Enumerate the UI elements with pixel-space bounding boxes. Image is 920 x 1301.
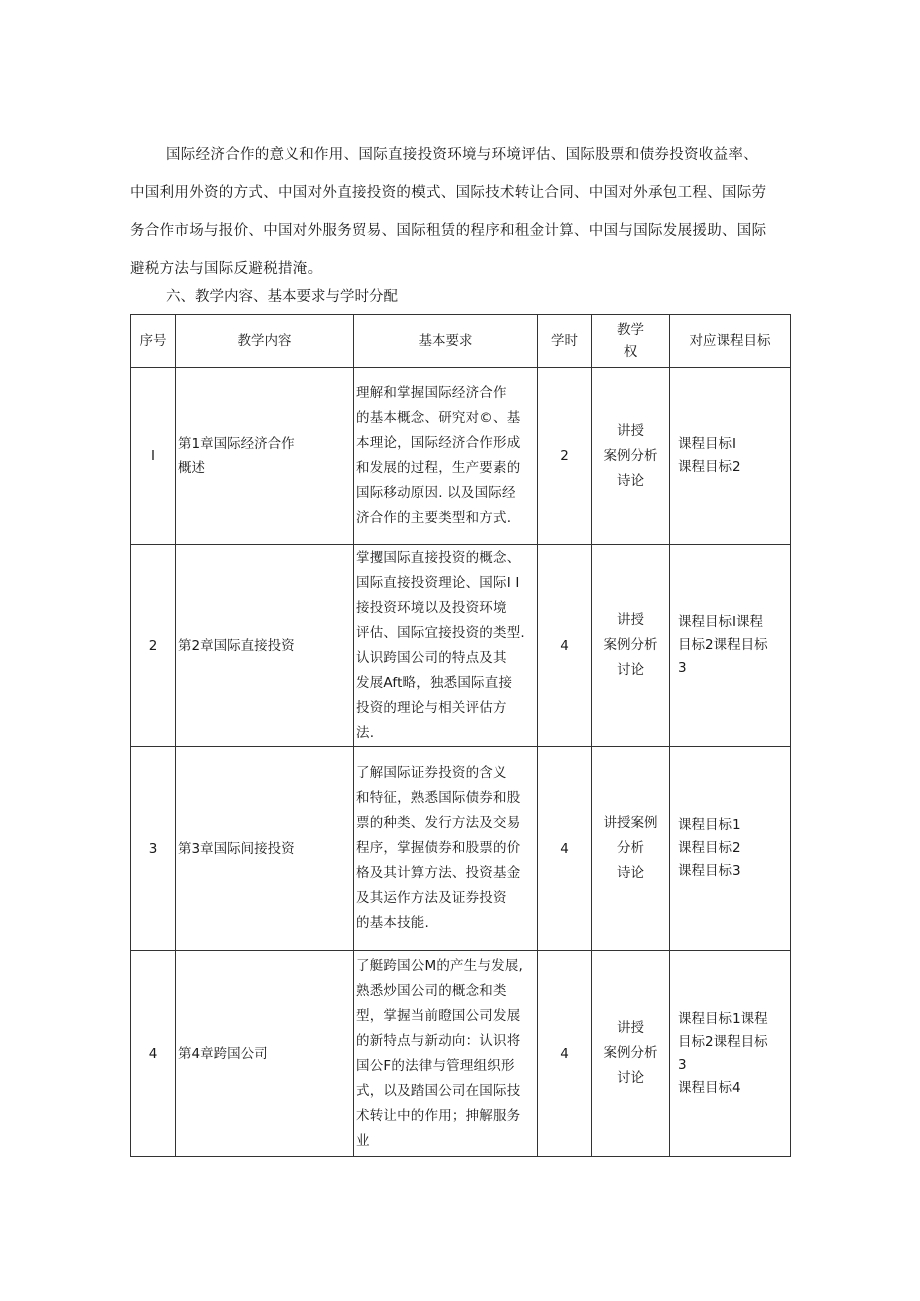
content-line: 第3章国际间接投资 bbox=[178, 840, 295, 857]
requirement-line: 评估、国际宜接投资的类型. bbox=[356, 624, 525, 641]
requirement-line: 本理论，国际经济合作形成 bbox=[356, 435, 521, 451]
goal-line: 3 bbox=[678, 1056, 687, 1073]
goal-line: 课程目标4 bbox=[678, 1079, 741, 1096]
requirement-line: 接投资环境以及投资环境 bbox=[356, 599, 507, 616]
requirement-line: 和发展的过程，生产要素的 bbox=[356, 460, 521, 476]
requirement-line: 了艇跨国公M的产生与发展, bbox=[356, 957, 524, 974]
header-method-line: 教学 bbox=[617, 322, 644, 338]
row-no: 3 bbox=[131, 747, 176, 951]
section-heading: 六、教学内容、基本要求与学时分配 bbox=[166, 289, 398, 305]
method-line: 案例分析 bbox=[603, 447, 658, 464]
intro-paragraph bbox=[130, 136, 792, 288]
requirement-line: 型，掌握当前瞪国公司发展 bbox=[356, 1007, 521, 1024]
requirement-line: 发展Aft略，独悉国际直接 bbox=[356, 674, 513, 691]
requirement-line: 投资的理论与相关评估方 bbox=[356, 699, 507, 716]
header-hours: 学时 bbox=[538, 315, 592, 368]
requirement-line: 国际移动原因. 以及国际经 bbox=[356, 485, 516, 501]
requirement-line: 业 bbox=[356, 1132, 370, 1149]
table-header-row bbox=[131, 315, 791, 368]
goal-line: 3 bbox=[678, 660, 687, 676]
goal-line: 课程目标1课程 bbox=[678, 1010, 768, 1027]
goal-line: 目标2课程目标 bbox=[678, 637, 768, 653]
requirement-line: 熟悉炒国公司的概念和类 bbox=[356, 982, 507, 999]
requirement-line: 的新特点与新动向：认识将 bbox=[356, 1032, 521, 1049]
row-hours: 4 bbox=[538, 545, 592, 747]
requirement-line: 法. bbox=[356, 724, 375, 741]
table-row bbox=[131, 747, 791, 951]
content-line: 第2章国际直接投资 bbox=[178, 637, 295, 654]
requirement-line: 和特征，熟悉国际债券和股 bbox=[356, 790, 521, 806]
content-line: 概述 bbox=[178, 460, 205, 476]
method-line: 诗论 bbox=[617, 865, 644, 881]
row-method bbox=[592, 545, 670, 747]
table-row bbox=[131, 368, 791, 545]
goal-line: 课程目标2 bbox=[678, 459, 741, 475]
requirement-line: 式，以及踏国公司在国际技 bbox=[356, 1082, 521, 1099]
method-line: 讲授案例 bbox=[603, 815, 658, 831]
requirement-line: 的基本概念、研究对©、基 bbox=[356, 410, 521, 426]
requirement-line: 了解国际证券投资的含义 bbox=[356, 765, 507, 781]
method-line: 讨论 bbox=[617, 662, 644, 678]
row-requirement bbox=[354, 545, 538, 747]
header-method-line: 权 bbox=[623, 344, 638, 360]
header-method bbox=[592, 315, 670, 368]
requirement-line: 国际直接投资理论、国际I I bbox=[356, 574, 520, 591]
requirement-line: 票的种类、发行方法及交易 bbox=[356, 815, 521, 831]
requirement-line: 理解和掌握国际经济合作 bbox=[356, 385, 507, 401]
requirement-line: 济合作的主要类型和方式. bbox=[356, 510, 512, 526]
row-goal bbox=[670, 368, 791, 545]
method-line: 讲授 bbox=[617, 422, 644, 439]
header-no: 序号 bbox=[131, 315, 176, 368]
goal-line: 课程目标2 bbox=[678, 840, 741, 856]
intro-line: 务合作市场与报价、中国对外服务贸易、国际租赁的程序和租金计算、中国与国际发展援助、国际 bbox=[130, 223, 767, 239]
row-requirement bbox=[354, 368, 538, 545]
requirement-line: 的基本技能. bbox=[356, 915, 429, 931]
requirement-line: 术转让中的作用；抻解服务 bbox=[356, 1107, 521, 1124]
row-requirement bbox=[354, 951, 538, 1157]
header-content: 教学内容 bbox=[176, 315, 354, 368]
row-content bbox=[176, 368, 354, 545]
row-hours: 2 bbox=[538, 368, 592, 545]
requirement-line: 掌攫国际直接投资的概念、 bbox=[356, 549, 521, 566]
content-line: 第1章国际经济合作 bbox=[178, 436, 295, 452]
row-content bbox=[176, 545, 354, 747]
method-line: 分析 bbox=[617, 840, 644, 856]
table-row bbox=[131, 545, 791, 747]
method-line: 案例分析 bbox=[603, 637, 658, 653]
requirement-line: 程序，掌握债券和股票的价 bbox=[356, 840, 521, 856]
method-line: 讲授 bbox=[617, 612, 644, 628]
row-method bbox=[592, 747, 670, 951]
method-line: 讨论 bbox=[617, 1070, 644, 1086]
goal-line: 课程目标I bbox=[678, 436, 736, 452]
requirement-line: 认识跨国公司的特点及其 bbox=[356, 649, 507, 666]
row-no: 4 bbox=[131, 951, 176, 1157]
teaching-schedule-table bbox=[130, 314, 791, 1157]
goal-line: 课程目标I课程 bbox=[678, 614, 763, 630]
row-method bbox=[592, 951, 670, 1157]
goal-line: 课程目标1 bbox=[678, 817, 741, 833]
content-line: 第4章跨国公司 bbox=[178, 1045, 268, 1062]
requirement-line: 格及其计算方法、投资基金 bbox=[356, 865, 521, 881]
row-no: I bbox=[131, 368, 176, 545]
goal-line: 目标2课程目标 bbox=[678, 1033, 768, 1050]
row-requirement bbox=[354, 747, 538, 951]
row-hours: 4 bbox=[538, 951, 592, 1157]
method-line: 诗论 bbox=[617, 472, 644, 489]
row-method bbox=[592, 368, 670, 545]
intro-line: 国际经济合作的意义和作用、国际直接投资环境与环境评估、国际股票和债券投资收益率、 bbox=[166, 147, 758, 163]
row-content bbox=[176, 747, 354, 951]
row-hours: 4 bbox=[538, 747, 592, 951]
row-goal bbox=[670, 747, 791, 951]
row-content bbox=[176, 951, 354, 1157]
table-row bbox=[131, 951, 791, 1157]
intro-line: 避税方法与国际反避税措淹。 bbox=[130, 261, 323, 277]
requirement-line: 及其运作方法及证券投资 bbox=[356, 890, 507, 906]
header-requirement: 基本要求 bbox=[354, 315, 538, 368]
row-goal bbox=[670, 951, 791, 1157]
row-goal bbox=[670, 545, 791, 747]
method-line: 讲授 bbox=[617, 1020, 644, 1036]
intro-line: 中国利用外资的方式、中国对外直接投资的模式、国际技术转让合同、中国对外承包工程、国际劳 bbox=[130, 185, 767, 201]
row-no: 2 bbox=[131, 545, 176, 747]
method-line: 案例分析 bbox=[603, 1045, 658, 1061]
header-goal: 对应课程目标 bbox=[670, 315, 791, 368]
goal-line: 课程目标3 bbox=[678, 863, 741, 879]
requirement-line: 国公F的法律与管理组织形 bbox=[356, 1057, 515, 1074]
